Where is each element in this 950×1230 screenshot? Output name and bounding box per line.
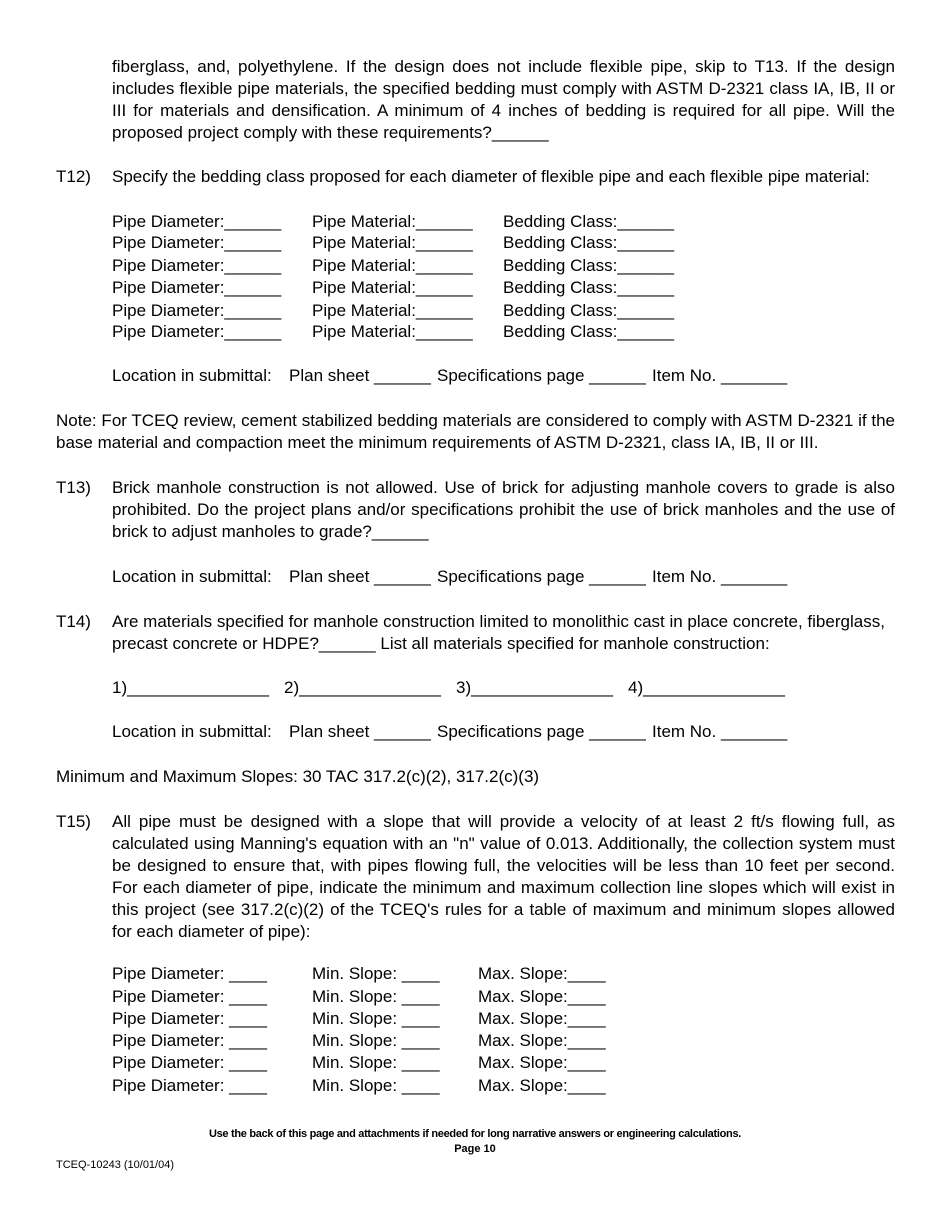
max-slope-field[interactable]: Max. Slope:____ xyxy=(478,964,606,983)
bedding-class-field[interactable]: Bedding Class:______ xyxy=(503,322,675,341)
pipe-material-field[interactable]: Pipe Material:______ xyxy=(312,322,473,341)
t14-label: T14) xyxy=(56,612,91,631)
min-slope-field[interactable]: Min. Slope: ____ xyxy=(312,1053,440,1072)
item-no-field[interactable]: Item No. _______ xyxy=(652,722,788,741)
form-id: TCEQ-10243 (10/01/04) xyxy=(56,1159,175,1171)
pipe-diameter-field[interactable]: Pipe Diameter:______ xyxy=(112,278,282,297)
pipe-material-field[interactable]: Pipe Material:______ xyxy=(312,278,473,297)
footer-instruction: Use the back of this page and attachments if needed for long narrative answers or engineering calculations. xyxy=(208,1128,742,1140)
pipe-diameter-field[interactable]: Pipe Diameter: ____ xyxy=(112,1053,267,1072)
item-no-field[interactable]: Item No. _______ xyxy=(652,567,788,586)
bedding-class-field[interactable]: Bedding Class:______ xyxy=(503,233,675,252)
page-number: Page 10 xyxy=(454,1143,496,1155)
pipe-material-field[interactable]: Pipe Material:______ xyxy=(312,301,473,320)
pipe-material-field[interactable]: Pipe Material:______ xyxy=(312,233,473,252)
pipe-diameter-field[interactable]: Pipe Diameter: ____ xyxy=(112,1031,267,1050)
specifications-page-field[interactable]: Specifications page ______ xyxy=(437,722,646,741)
min-slope-field[interactable]: Min. Slope: ____ xyxy=(312,1009,440,1028)
pipe-diameter-field[interactable]: Pipe Diameter: ____ xyxy=(112,1009,267,1028)
max-slope-field[interactable]: Max. Slope:____ xyxy=(478,1053,606,1072)
max-slope-field[interactable]: Max. Slope:____ xyxy=(478,1031,606,1050)
material-field-3[interactable]: 3)_______________ xyxy=(456,678,613,697)
min-slope-field[interactable]: Min. Slope: ____ xyxy=(312,1031,440,1050)
specifications-page-field[interactable]: Specifications page ______ xyxy=(437,366,646,385)
material-field-4[interactable]: 4)_______________ xyxy=(628,678,785,697)
pipe-diameter-field[interactable]: Pipe Diameter: ____ xyxy=(112,987,267,1006)
pipe-diameter-field[interactable]: Pipe Diameter: ____ xyxy=(112,1076,267,1095)
max-slope-field[interactable]: Max. Slope:____ xyxy=(478,1009,606,1028)
pipe-material-field[interactable]: Pipe Material:______ xyxy=(312,212,473,231)
material-field-2[interactable]: 2)_______________ xyxy=(284,678,441,697)
plan-sheet-field[interactable]: Plan sheet ______ xyxy=(289,366,431,385)
plan-sheet-field[interactable]: Plan sheet ______ xyxy=(289,722,431,741)
t14-question: Are materials specified for manhole construction limited to monolithic cast in place concrete, fiberglass, precast concrete or HDPE?______ List all materials specified for manhole construction: xyxy=(112,612,885,653)
pipe-material-field[interactable]: Pipe Material:______ xyxy=(312,256,473,275)
t15-label: T15) xyxy=(56,812,91,831)
material-field-1[interactable]: 1)_______________ xyxy=(112,678,269,697)
item-no-field[interactable]: Item No. _______ xyxy=(652,366,788,385)
min-slope-field[interactable]: Min. Slope: ____ xyxy=(312,964,440,983)
t11-continuation: fiberglass, and, polyethylene. If the design does not include flexible pipe, skip to T13. If the design includes flexible pipe materials, the specified bedding must comply with ASTM D-2321 class IA, IB, II or III for materials and densification. A minimum of 4 inches of bedding is required for all pipe. Will the proposed project comply with these requirements?______ xyxy=(112,57,895,142)
cement-bedding-note: Note: For TCEQ review, cement stabilized bedding materials are considered to comply with ASTM D-2321 if the base material and compaction meet the minimum requirements of ASTM D-2321, class IA, IB, II or III. xyxy=(56,411,895,452)
pipe-diameter-field[interactable]: Pipe Diameter:______ xyxy=(112,322,282,341)
plan-sheet-field[interactable]: Plan sheet ______ xyxy=(289,567,431,586)
pipe-diameter-field[interactable]: Pipe Diameter:______ xyxy=(112,233,282,252)
location-label: Location in submittal: xyxy=(112,567,272,586)
max-slope-field[interactable]: Max. Slope:____ xyxy=(478,987,606,1006)
bedding-class-field[interactable]: Bedding Class:______ xyxy=(503,278,675,297)
slopes-heading: Minimum and Maximum Slopes: 30 TAC 317.2(c)(2), 317.2(c)(3) xyxy=(56,767,540,786)
t15-question: All pipe must be designed with a slope that will provide a velocity of at least 2 ft/s flowing full, as calculated using Manning's equation with an "n" value of 0.013. Additionally, the collection system must be designed to ensure that, with pipes flowing full, the velocities will be less than 10 feet per second. For each diameter of pipe, indicate the minimum and maximum collection line slopes which will exist in this project (see 317.2(c)(2) of the TCEQ's rules for a table of maximum and minimum slopes allowed for each diameter of pipe): xyxy=(112,812,895,941)
t13-question: Brick manhole construction is not allowed. Use of brick for adjusting manhole covers to grade is also prohibited. Do the project plans and/or specifications prohibit the use of brick manholes and the use of brick to adjust manholes to grade?______ xyxy=(112,478,895,541)
min-slope-field[interactable]: Min. Slope: ____ xyxy=(312,987,440,1006)
specifications-page-field[interactable]: Specifications page ______ xyxy=(437,567,646,586)
min-slope-field[interactable]: Min. Slope: ____ xyxy=(312,1076,440,1095)
pipe-diameter-field[interactable]: Pipe Diameter: ____ xyxy=(112,964,267,983)
pipe-diameter-field[interactable]: Pipe Diameter:______ xyxy=(112,256,282,275)
location-label: Location in submittal: xyxy=(112,722,272,741)
bedding-class-field[interactable]: Bedding Class:______ xyxy=(503,301,675,320)
pipe-diameter-field[interactable]: Pipe Diameter:______ xyxy=(112,301,282,320)
bedding-class-field[interactable]: Bedding Class:______ xyxy=(503,212,675,231)
pipe-diameter-field[interactable]: Pipe Diameter:______ xyxy=(112,212,282,231)
max-slope-field[interactable]: Max. Slope:____ xyxy=(478,1076,606,1095)
t13-label: T13) xyxy=(56,478,91,497)
bedding-class-field[interactable]: Bedding Class:______ xyxy=(503,256,675,275)
t12-label: T12) xyxy=(56,167,91,186)
t12-question: Specify the bedding class proposed for each diameter of flexible pipe and each flexible pipe material: xyxy=(112,167,870,186)
location-label: Location in submittal: xyxy=(112,366,272,385)
